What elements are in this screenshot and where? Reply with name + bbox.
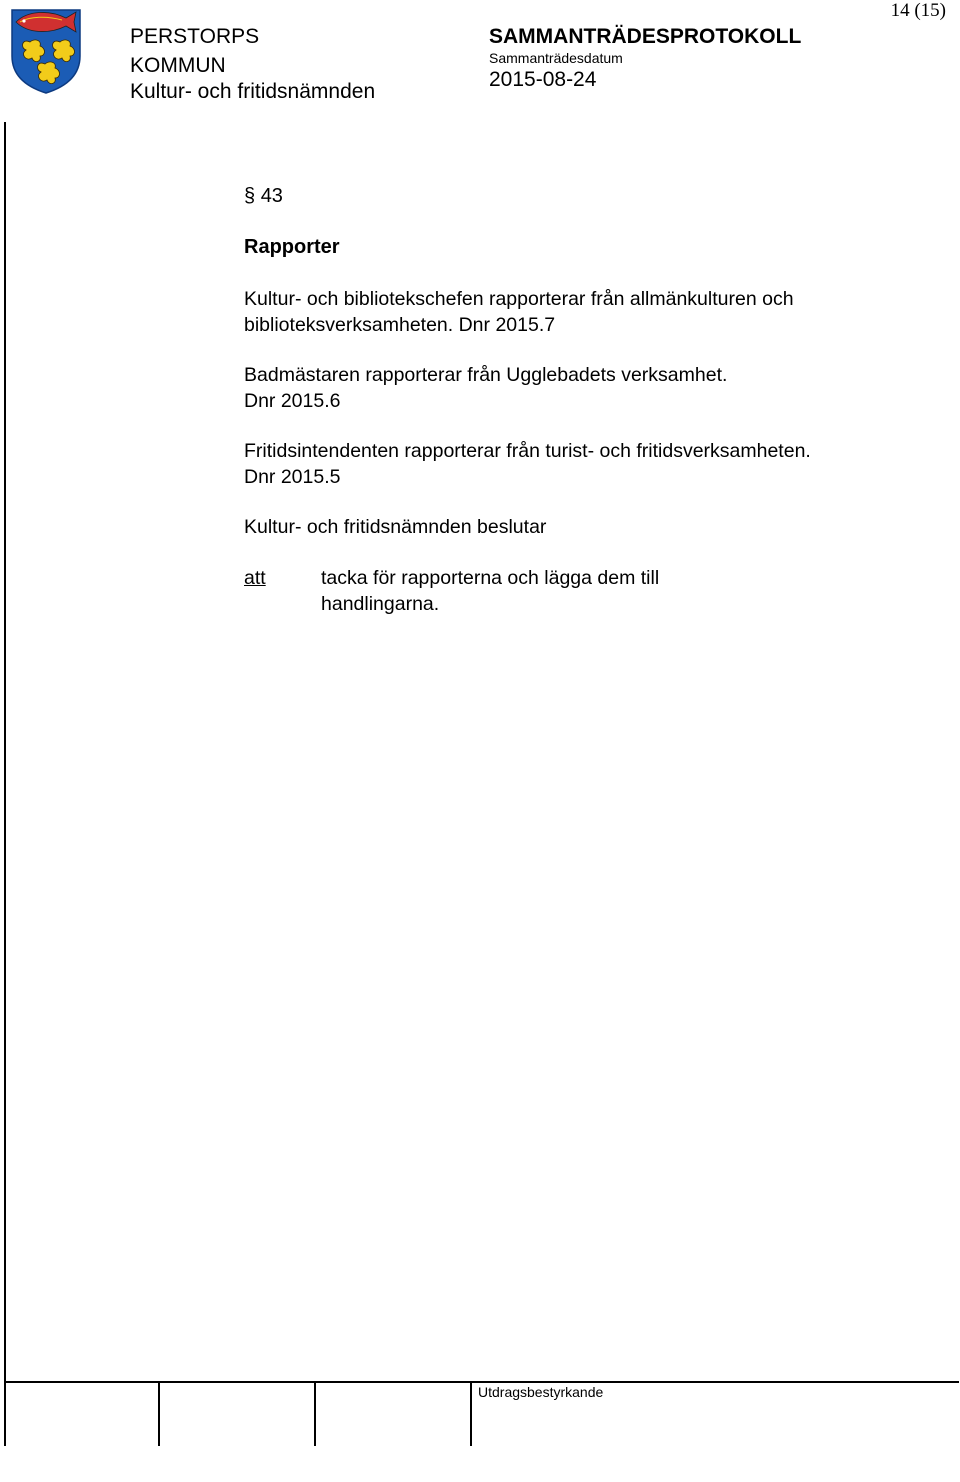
paragraph-1-line2: biblioteksverksamheten. Dnr 2015.7 [244, 313, 556, 336]
paragraph-2 [244, 363, 727, 414]
decision-intro [244, 515, 546, 541]
org-name-line2: KOMMUN [130, 54, 226, 77]
paragraph-3-line1: Fritidsintendenten rapporterar från turist- och fritidsverksamheten. [244, 440, 811, 462]
decision-intro-line: Kultur- och fritidsnämnden beslutar [244, 516, 547, 538]
paragraph-3-line2: Dnr 2015.5 [244, 465, 341, 488]
decision-text-line1: tacka för rapporterna och lägga dem till [321, 567, 660, 589]
decision-text-line2: handlingarna. [321, 592, 440, 615]
paragraph-2-line2: Dnr 2015.6 [244, 389, 341, 412]
section-heading: Rapporter [244, 236, 340, 258]
left-margin-rule [4, 122, 6, 1446]
section-number [244, 185, 283, 208]
page-number: 14 (15) [890, 0, 946, 21]
paragraph-1-line1: Kultur- och bibliotekschefen rapporterar från allmänkulturen och [244, 288, 794, 310]
paragraph-3 [244, 439, 811, 490]
org-name-line1: PERSTORPS [130, 25, 260, 48]
committee-name: Kultur- och fritidsnämnden [130, 80, 376, 103]
meeting-date: 2015-08-24 [489, 68, 597, 91]
document-title: SAMMANTRÄDESPROTOKOLL [489, 25, 802, 48]
footer-rule [4, 1381, 959, 1383]
paragraph-2-line1: Badmästaren rapporterar från Ugglebadets verksamhet. [244, 364, 728, 386]
certification-label: Utdragsbestyrkande [478, 1384, 604, 1400]
date-label: Sammanträdesdatum [489, 50, 623, 66]
signature-cell-divider [470, 1381, 472, 1446]
paragraph-1 [244, 287, 794, 338]
section-symbol: § [244, 185, 256, 207]
decision-att-label: att [244, 567, 266, 589]
section-number-value: 43 [260, 185, 283, 207]
signature-cell-divider [314, 1381, 316, 1446]
decision-text [321, 566, 659, 617]
signature-cell-divider [158, 1381, 160, 1446]
coat-of-arms-icon [10, 8, 82, 94]
